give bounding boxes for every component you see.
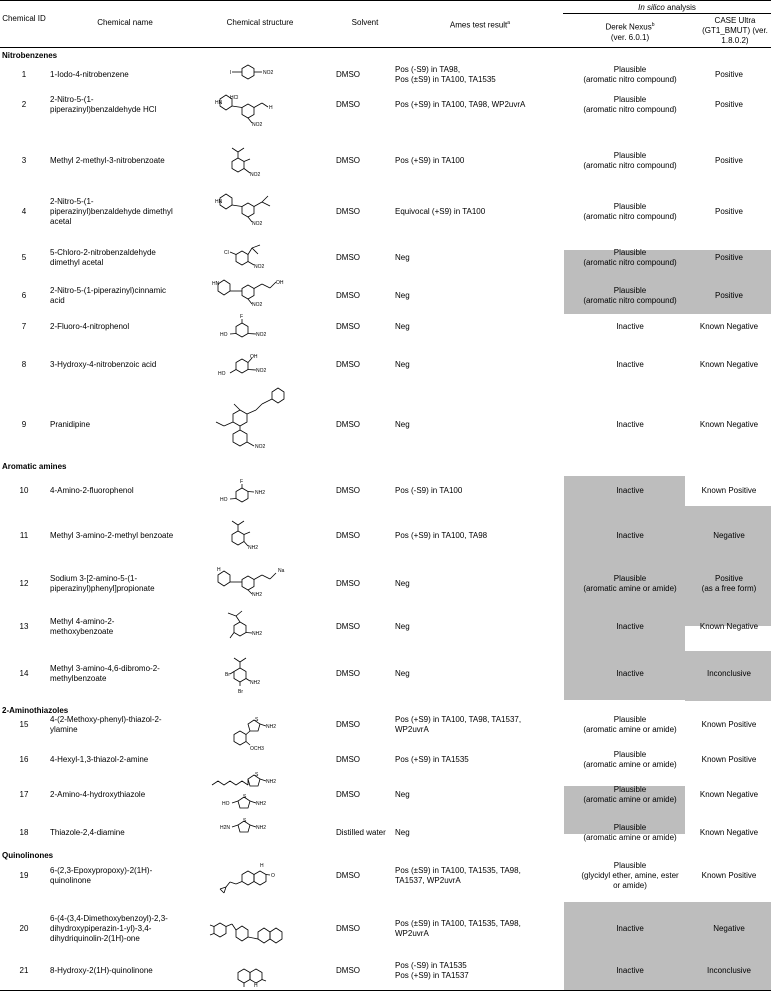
s18-nh2: NH2	[256, 825, 267, 831]
structure-3	[232, 148, 250, 173]
structure-1	[232, 65, 262, 79]
col-header-derek	[580, 20, 680, 43]
in-silico-analysis: analysis	[664, 3, 696, 12]
chemical-name: 2-Nitro-5-(1- piperazinyl)benzaldehyde HCl	[50, 95, 157, 114]
shade-case-11-12	[685, 506, 771, 626]
col-header-name: Chemical name	[97, 18, 153, 27]
case-ultra-result: Known Positive	[701, 871, 757, 880]
derek-nexus-result: Inactive	[616, 924, 644, 933]
chemical-id: 5	[21, 253, 27, 262]
s6-hn: HN	[212, 281, 220, 287]
s2-hn: HN	[215, 100, 223, 106]
case-ultra-result: Positive (as a free form)	[701, 574, 757, 593]
s19-h: H	[260, 863, 264, 869]
derek-header-version: (ver. 6.0.1)	[610, 32, 650, 42]
chemical-id: 13	[19, 622, 29, 631]
s19-o: O	[271, 873, 275, 879]
derek-nexus-result: Plausible (aromatic nitro compound)	[583, 248, 677, 267]
case-ultra-result: Positive	[714, 291, 743, 300]
ames-result: Pos (+S9) in TA100, TA98, WP2uvrA	[395, 100, 526, 109]
case-ultra-result: Positive	[714, 253, 743, 262]
case-ultra-result: Known Negative	[699, 622, 759, 631]
derek-nexus-result: Plausible (aromatic nitro compound)	[583, 286, 677, 305]
chemical-name: 2-Fluoro-4-nitrophenol	[50, 322, 130, 331]
ames-result: Neg	[395, 420, 410, 429]
s12-na: Na	[278, 568, 285, 574]
solvent: DMSO	[336, 579, 360, 588]
ames-result: Neg	[395, 253, 410, 262]
structure-10	[230, 484, 254, 502]
structure-5	[230, 245, 260, 265]
chemical-id: 20	[19, 924, 29, 933]
s10-nh2: NH2	[255, 490, 266, 496]
s14-br1: Br	[225, 672, 230, 678]
solvent: DMSO	[336, 486, 360, 495]
structure-2	[220, 95, 268, 123]
chemical-id: 2	[21, 100, 27, 109]
ames-result: Pos (-S9) in TA1535 Pos (+S9) in TA1537	[395, 961, 469, 980]
solvent: DMSO	[336, 790, 360, 799]
chemical-name: Sodium 3-[2-amino-5-(1- piperazinyl)phenyl]propionate	[50, 574, 155, 593]
ames-result: Neg	[395, 828, 410, 837]
s5-no2: NO2	[254, 264, 265, 270]
solvent: DMSO	[336, 755, 360, 764]
solvent: DMSO	[336, 531, 360, 540]
derek-nexus-result: Plausible (glycidyl ether, amine, ester or amide)	[581, 861, 679, 890]
chemical-structures	[200, 48, 340, 990]
s7-f: F	[240, 314, 244, 320]
solvent: DMSO	[336, 70, 360, 79]
chemical-id: 1	[21, 70, 27, 79]
section-aromatic-amines: Aromatic amines	[2, 462, 67, 471]
ames-result: Pos (+S9) in TA100, TA98, TA1537, WP2uvrA	[395, 715, 522, 734]
s11-nh2: NH2	[248, 545, 259, 551]
derek-header-sup: b	[651, 22, 655, 28]
s8-ho: HO	[218, 371, 226, 377]
ames-result: Neg	[395, 360, 410, 369]
case-ultra-result: Positive	[714, 100, 743, 109]
chemical-name: 8-Hydroxy-2(1H)-quinolinone	[50, 966, 153, 975]
section-nitrobenzenes: Nitrobenzenes	[2, 51, 58, 60]
derek-nexus-result: Plausible (aromatic amine or amide)	[583, 574, 677, 593]
solvent: DMSO	[336, 720, 360, 729]
s2-hcl: HCl	[230, 95, 239, 101]
solvent: Distilled water	[336, 828, 386, 837]
solvent: DMSO	[336, 622, 360, 631]
s17-s: S	[243, 794, 247, 800]
shade-20-21	[564, 902, 771, 990]
solvent: DMSO	[336, 156, 360, 165]
chemical-id: 17	[19, 790, 29, 799]
s12-nh2: NH2	[252, 592, 263, 598]
solvent: DMSO	[336, 924, 360, 933]
chemical-name: 2-Nitro-5-(1-piperazinyl)cinnamic acid	[50, 286, 167, 305]
chemical-name: Pranidipine	[50, 420, 91, 429]
solvent: DMSO	[336, 420, 360, 429]
derek-nexus-result: Inactive	[616, 531, 644, 540]
case-ultra-result: Known Negative	[699, 360, 759, 369]
s15-s: S	[255, 717, 259, 723]
s18-s: S	[243, 818, 247, 824]
ames-result: Neg	[395, 579, 410, 588]
case-ultra-result: Inconclusive	[706, 966, 752, 975]
s8-oh: OH	[250, 354, 258, 360]
ames-result: Neg	[395, 622, 410, 631]
s6-no2: NO2	[252, 302, 263, 308]
s7-ho: HO	[220, 332, 228, 338]
chemical-name: 4-Amino-2-fluorophenol	[50, 486, 134, 495]
s17-nh2: NH2	[256, 801, 267, 807]
ames-result: Pos (+S9) in TA100, TA98	[395, 531, 488, 540]
solvent: DMSO	[336, 669, 360, 678]
structure-15	[234, 720, 266, 745]
chemical-name: 2-Nitro-5-(1- piperazinyl)benzaldehyde dimethyl acetal	[50, 197, 173, 226]
derek-nexus-result: Inactive	[616, 486, 644, 495]
ames-result: Pos (±S9) in TA100, TA1535, TA98, WP2uvrA	[395, 919, 521, 938]
case-ultra-result: Positive	[714, 70, 743, 79]
s10-f: F	[240, 479, 244, 485]
s10-ho: HO	[220, 497, 228, 503]
structure-21	[238, 969, 266, 987]
in-silico-header	[563, 3, 771, 14]
s9-no2: NO2	[255, 444, 266, 450]
s4-no2: NO2	[252, 221, 263, 227]
s13-nh2: NH2	[252, 631, 263, 637]
derek-nexus-result: Plausible (aromatic amine or amide)	[583, 750, 677, 769]
chemical-name: 5-Chloro-2-nitrobenzaldehyde dimethyl acetal	[50, 248, 156, 267]
chemical-id: 15	[19, 720, 29, 729]
s16-s: S	[255, 772, 259, 778]
s21-h: H	[254, 983, 258, 989]
ames-result: Pos (+S9) in TA100	[395, 156, 465, 165]
case-ultra-result: Known Positive	[701, 755, 757, 764]
case-ultra-result: Known Negative	[699, 790, 759, 799]
case-ultra-result: Negative	[713, 924, 745, 933]
solvent: DMSO	[336, 360, 360, 369]
case-ultra-result: Known Positive	[701, 720, 757, 729]
chemical-name: Methyl 4-amino-2- methoxybenzoate	[50, 617, 115, 636]
in-silico-italic: In silico	[638, 3, 665, 12]
chemical-id: 19	[19, 871, 29, 880]
chemical-id: 18	[19, 828, 29, 837]
col-header-id: Chemical ID	[2, 14, 46, 23]
s14-br2: Br	[238, 689, 243, 695]
structure-9	[216, 388, 284, 446]
derek-nexus-result: Inactive	[616, 669, 644, 678]
derek-nexus-result: Plausible (aromatic amine or amide)	[583, 823, 677, 842]
ames-header-text: Ames test result	[449, 20, 508, 30]
chemical-name: 6-(4-(3,4-Dimethoxybenzoyl)-2,3- dihydroxypiperazin-1-yl)-3,4- dihydriquinolin-2(1H)-one	[50, 914, 168, 943]
derek-nexus-result: Inactive	[616, 966, 644, 975]
structure-12	[218, 571, 276, 594]
ames-result: Neg	[395, 322, 410, 331]
section-aminothiazoles: 2-Aminothiazoles	[2, 706, 69, 715]
chemical-id: 11	[19, 531, 29, 540]
col-header-solvent: Solvent	[351, 18, 379, 27]
structure-6	[218, 280, 276, 304]
s1-i: I	[230, 70, 232, 76]
case-ultra-result: Positive	[714, 156, 743, 165]
derek-nexus-result: Plausible (aromatic nitro compound)	[583, 151, 677, 170]
s2-h: H	[269, 105, 273, 111]
chemical-name: 3-Hydroxy-4-nitrobenzoic acid	[50, 360, 157, 369]
ames-result: Neg	[395, 291, 410, 300]
chemical-id: 8	[21, 360, 27, 369]
s15-och3: OCH3	[250, 746, 264, 752]
s7-no2: NO2	[256, 332, 267, 338]
chemical-name: 2-Amino-4-hydroxythiazole	[50, 790, 146, 799]
chemical-name: Methyl 3-amino-2-methyl benzoate	[50, 531, 174, 540]
chemical-id: 7	[21, 322, 27, 331]
chemical-id: 9	[21, 420, 27, 429]
ames-result: Neg	[395, 790, 410, 799]
ames-result: Neg	[395, 669, 410, 678]
chemical-id: 4	[21, 207, 27, 216]
s18-h2n: H2N	[220, 825, 231, 831]
structure-4	[220, 194, 270, 222]
derek-nexus-result: Inactive	[616, 360, 644, 369]
s17-ho: HO	[222, 801, 230, 807]
case-ultra-result: Inconclusive	[706, 669, 752, 678]
chemical-id: 10	[19, 486, 29, 495]
case-ultra-result: Known Negative	[699, 322, 759, 331]
derek-nexus-result: Plausible (aromatic amine or amide)	[583, 715, 677, 734]
chemical-name: 6-(2,3-Epoxypropoxy)-2(1H)- quinolinone	[50, 866, 153, 885]
structure-11	[232, 521, 250, 546]
case-ultra-result: Known Positive	[701, 486, 757, 495]
s5-cl: Cl	[224, 250, 229, 256]
derek-nexus-result: Inactive	[616, 322, 644, 331]
structure-13	[228, 611, 252, 638]
solvent: DMSO	[336, 291, 360, 300]
solvent: DMSO	[336, 100, 360, 109]
structure-14	[230, 658, 250, 686]
derek-nexus-result: Inactive	[616, 420, 644, 429]
ames-result: Pos (-S9) in TA100	[395, 486, 463, 495]
s2-no2: NO2	[252, 122, 263, 128]
chemical-id: 16	[19, 755, 29, 764]
col-header-structure: Chemical structure	[226, 18, 294, 27]
s12-h: H	[217, 567, 221, 573]
ames-result: Pos (-S9) in TA98, Pos (±S9) in TA100, TA1535	[395, 65, 496, 84]
chemical-name: Methyl 2-methyl-3-nitrobenzoate	[50, 156, 165, 165]
ames-result: Equivocal (+S9) in TA100	[395, 207, 486, 216]
chemical-name: 1-Iodo-4-nitrobenzene	[50, 70, 129, 79]
s3-no2: NO2	[250, 172, 261, 178]
chemical-name: Methyl 3-amino-4,6-dibromo-2- methylbenzoate	[50, 664, 160, 683]
section-quinolinones: Quinolinones	[2, 851, 54, 860]
case-ultra-result: Known Negative	[699, 420, 759, 429]
s15-nh2: NH2	[266, 724, 277, 730]
s14-nh2: NH2	[250, 680, 261, 686]
solvent: DMSO	[336, 966, 360, 975]
ames-header-sup: a	[507, 20, 511, 26]
derek-nexus-result: Plausible (aromatic nitro compound)	[583, 95, 677, 114]
chemical-name: Thiazole-2,4-diamine	[50, 828, 125, 837]
table-header	[0, 0, 771, 48]
s16-nh2: NH2	[266, 779, 277, 785]
derek-nexus-result: Inactive	[616, 622, 644, 631]
solvent: DMSO	[336, 322, 360, 331]
chemical-id: 3	[21, 156, 27, 165]
case-ultra-result: Known Negative	[699, 828, 759, 837]
solvent: DMSO	[336, 871, 360, 880]
solvent: DMSO	[336, 253, 360, 262]
col-header-case: CASE Ultra (GT1_BMUT) (ver. 1.8.0.2)	[702, 16, 768, 45]
chemical-id: 21	[19, 966, 29, 975]
s8-no2: NO2	[256, 368, 267, 374]
chemical-id: 6	[21, 291, 27, 300]
case-ultra-result: Negative	[713, 531, 745, 540]
derek-nexus-result: Plausible (aromatic nitro compound)	[583, 65, 677, 84]
s6-oh: OH	[276, 280, 284, 286]
derek-header-text: Derek Nexus	[605, 22, 652, 32]
ames-result: Pos (+S9) in TA1535	[395, 755, 469, 764]
structure-20	[210, 923, 282, 943]
structure-8	[230, 358, 256, 373]
derek-nexus-result: Plausible (aromatic amine or amide)	[583, 785, 677, 804]
chemical-name: 4-(2-Methoxy-phenyl)-thiazol-2- ylamine	[50, 715, 162, 734]
col-header-ames	[405, 18, 555, 31]
chemical-id: 12	[19, 579, 29, 588]
case-ultra-result: Positive	[714, 207, 743, 216]
structure-7	[230, 319, 256, 337]
s1-no2: NO2	[263, 70, 274, 76]
structure-19	[220, 871, 270, 893]
ames-result: Pos (±S9) in TA100, TA1535, TA98, TA1537, WP2uvrA	[395, 866, 521, 885]
solvent: DMSO	[336, 207, 360, 216]
chemical-name: 4-Hexyl-1,3-thiazol-2-amine	[50, 755, 149, 764]
table-bottom-rule	[0, 990, 771, 991]
chemical-id: 14	[19, 669, 29, 678]
derek-nexus-result: Plausible (aromatic nitro compound)	[583, 202, 677, 221]
s4-hn: HN	[215, 199, 223, 205]
